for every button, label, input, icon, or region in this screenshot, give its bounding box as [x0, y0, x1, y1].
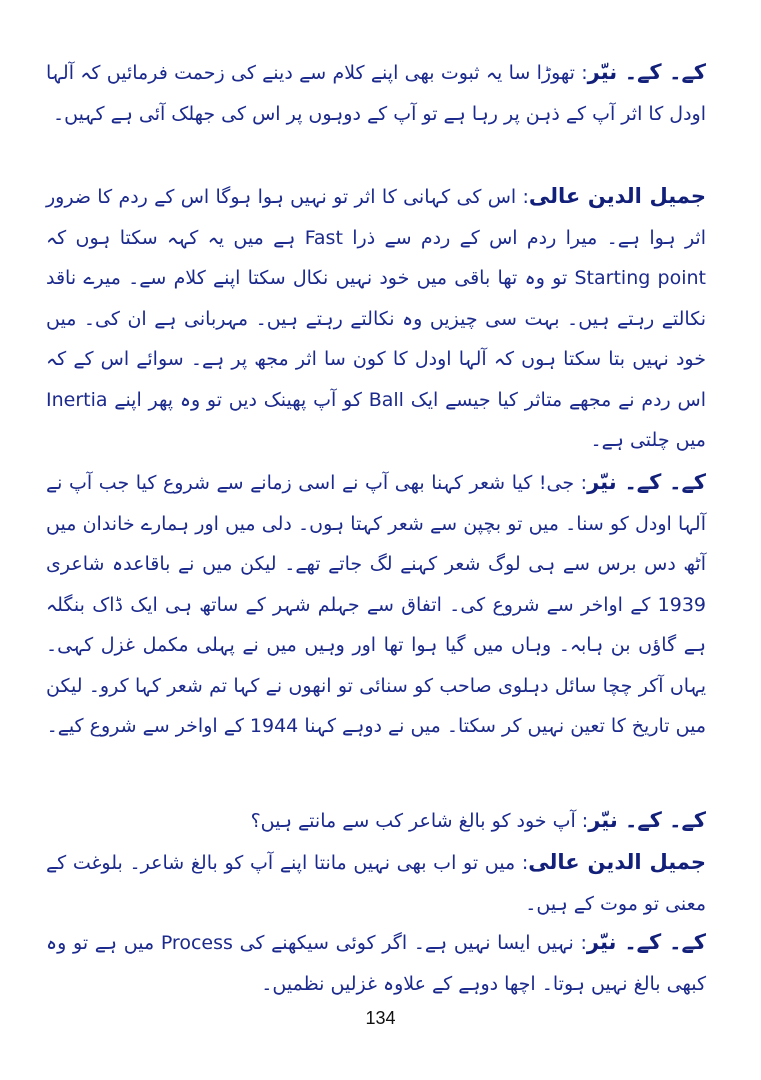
- dialogue-entry: [46, 842, 706, 924]
- speaker-name: جمیل الدین عالی: [528, 184, 706, 208]
- speaker-name: کے۔ کے۔ نیّر: [588, 808, 706, 832]
- dialogue-text: : تھوڑا سا یہ ثبوت بھی اپنے کلام سے دینے کی زحمت فرمائیں کہ آلہا اودل کا اثر آپ کے ذہن پر رہا ہے تو آپ کے دوہوں پر اس کی جھلک آئی ہے کہیں۔: [46, 62, 706, 125]
- speaker-name: جمیل الدین عالی: [528, 850, 706, 874]
- dialogue-entry: [46, 462, 706, 747]
- dialogue-text: : میں تو اب بھی نہیں مانتا اپنے آپ کو بالغ شاعر۔ بلوغت کے معنی تو موت کے ہیں۔: [46, 852, 706, 915]
- dialogue-entry: [46, 922, 706, 1004]
- dialogue-text: : نہیں ایسا نہیں ہے۔ اگر کوئی سیکھنے کی Process میں ہے تو وہ کبھی بالغ نہیں ہوتا۔ اچھا دوہے کے علاوہ غزلیں نظمیں۔: [46, 932, 706, 995]
- speaker-name: کے۔ کے۔ نیّر: [586, 930, 706, 954]
- dialogue-entry: [46, 800, 706, 842]
- dialogue-text: : اس کی کہانی کا اثر تو نہیں ہوا ہوگا اس کے ردم کا ضرور اثر ہوا ہے۔ میرا ردم اس کے ردم سے ذرا Fast ہے میں یہ کہہ سکتا ہوں کہ Starting point تو وہ تھا باقی میں خود نہیں نکال سکتا اپنے کلام سے۔ میرے ناقد نکالتے رہتے ہیں۔ بہت سی چیزیں وہ نکالتے رہتے ہیں۔ مہربانی ہے ان کی۔ میں خود نہیں بتا سکتا ہوں کہ آلہا اودل کا کون سا اثر مجھ پر ہے۔ سوائے اس کے کہ اس ردم نے مجھے متاثر کیا جیسے ایک Ball کو آپ پھینک دیں تو وہ پھر اپنے Inertia میں چلتی ہے۔: [46, 186, 707, 451]
- page-number: 134: [365, 1008, 396, 1028]
- dialogue-entry: [46, 176, 706, 461]
- speaker-name: کے۔ کے۔ نیّر: [587, 60, 706, 84]
- speaker-name: کے۔ کے۔ نیّر: [587, 470, 706, 494]
- dialogue-text: : آپ خود کو بالغ شاعر کب سے مانتے ہیں؟: [250, 810, 589, 832]
- dialogue-entry: [46, 52, 706, 134]
- dialogue-text: : جی! کیا شعر کہنا بھی آپ نے اسی زمانے سے شروع کیا جب آپ نے آلہا اودل کو سنا۔ میں تو بچپن سے شعر کہتا ہوں۔ دلی میں اور ہمارے خاندان میں آٹھ دس برس سے ہی لوگ شعر کہنے لگ جاتے تھے۔ لیکن میں نے باقاعدہ شاعری 1939 کے اواخر سے شروع کی۔ اتفاق سے جہلم شہر کے ساتھ ہی ایک ڈاک بنگلہ ہے گاؤں بن ہابہ۔ وہاں میں گیا ہوا تھا اور وہیں میں نے پہلی مکمل غزل کہی۔ یہاں آکر چچا سائل دہلوی صاحب کو سنائی تو انھوں نے کہا تم شعر کہا کرو۔ لیکن میں تاریخ کا تعین نہیں کر سکتا۔ میں نے دوہے کہنا 1944 کے اواخر سے شروع کیے۔: [46, 472, 706, 737]
